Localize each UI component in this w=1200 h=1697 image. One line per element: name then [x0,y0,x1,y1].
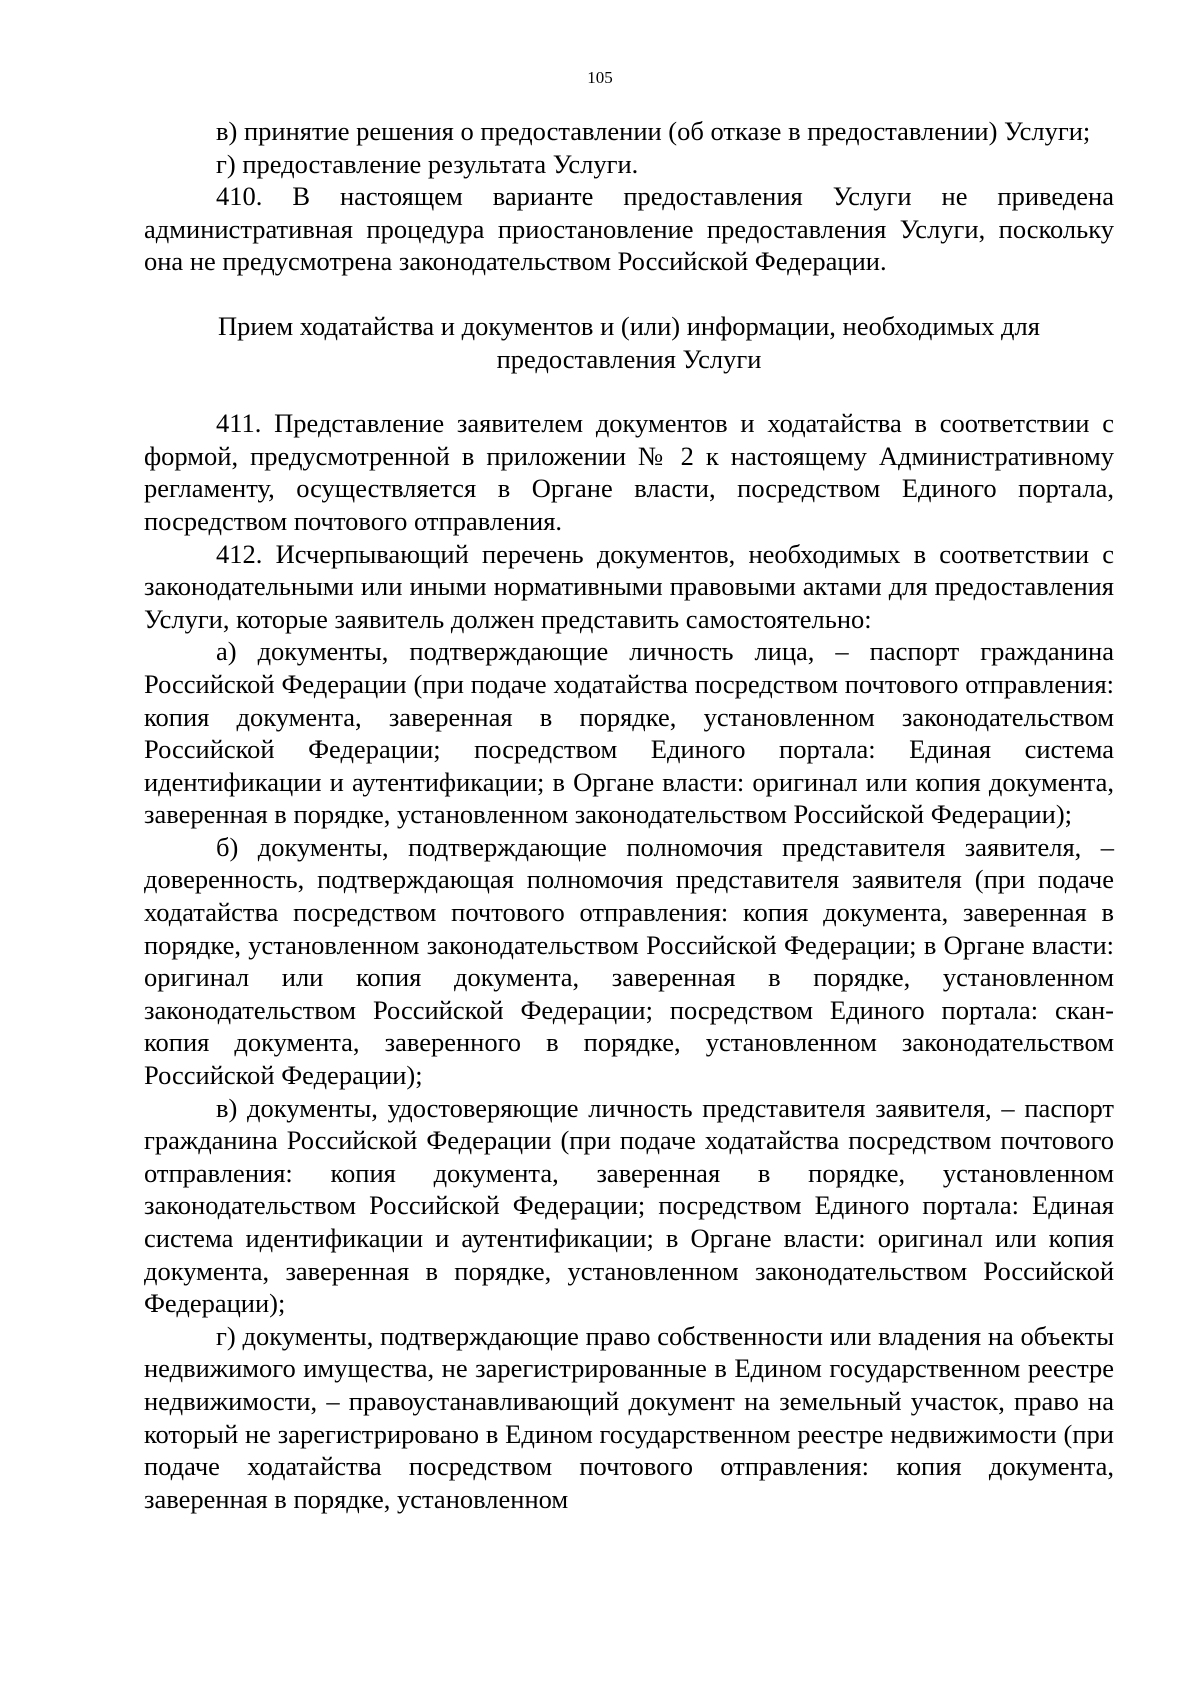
paragraph-412-item-g: г) документы, подтверждающие право собственности или владения на объекты недвижимого имущества, не зарегистрированные в Едином государственном реестре недвижимости, – правоустанавливающий документ на земельный участок, право на который не зарегистрировано в Едином государственном реестре недвижимости (при подаче ходатайства посредством почтового отправления: копия документа, заверенная в порядке, установленном [144,1320,1114,1514]
paragraph-412-item-v: в) документы, удостоверяющие личность представителя заявителя, – паспорт гражданина Российской Федерации (при подаче ходатайства посредством почтового отправления: копия документа, заверенная в порядке, установленном законодательством Российской Федерации; посредством Единого портала: Единая система идентификации и аутентификации; в Органе власти: оригинал или копия документа, заверенная в порядке, установленном законодательством Российской Федерации); [144,1092,1114,1319]
document-body [144,115,1114,1515]
section-heading-line-1: Прием ходатайства и документов и (или) информации, необходимых для [218,310,1040,341]
paragraph-item-v: в) принятие решения о предоставлении (об отказе в предоставлении) Услуги; [216,116,1091,146]
paragraph-item-g: г) предоставление результата Услуги. [216,148,639,179]
paragraph-412: 412. Исчерпывающий перечень документов, необходимых в соответствии с законодательными или иными нормативными правовыми актами для предоставления Услуги, которые заявитель должен представить самостоятельно: [144,538,1114,634]
paragraph-411: 411. Представление заявителем документов и ходатайства в соответствии с формой, предусмотренной в приложении № 2 к настоящему Административному регламенту, осуществляется в Органе власти, посредством Единого портала, посредством почтового отправления. [144,408,1114,536]
paragraph-412-item-b: б) документы, подтверждающие полномочия представителя заявителя, – доверенность, подтверждающая полномочия представителя заявителя (при подаче ходатайства посредством почтового отправления: копия документа, заверенная в порядке, установленном законодательством Российской Федерации; в Органе власти: оригинал или копия документа, заверенная в порядке, установленном законодательством Российской Федерации; посредством Единого портала: скан-копия документа, заверенного в порядке, установленном законодательством Российской Федерации); [144,831,1114,1091]
paragraph-410: 410. В настоящем варианте предоставления Услуги не приведена административная процедура приостановление предоставления Услуги, поскольку она не предусмотрена законодательством Российской Федерации. [144,181,1114,277]
paragraph-412-item-a: а) документы, подтверждающие личность лица, – паспорт гражданина Российской Федерации (при подаче ходатайства посредством почтового отправления: копия документа, заверенная в порядке, установленном законодательством Российской Федерации; посредством Единого портала: Единая система идентификации и аутентификации; в Органе власти: оригинал или копия документа, заверенная в порядке, установленном законодательством Российской Федерации); [144,636,1114,830]
section-heading-line-2: предоставления Услуги [496,343,762,374]
section-heading [144,310,1114,375]
page-number: 105 [587,68,613,87]
